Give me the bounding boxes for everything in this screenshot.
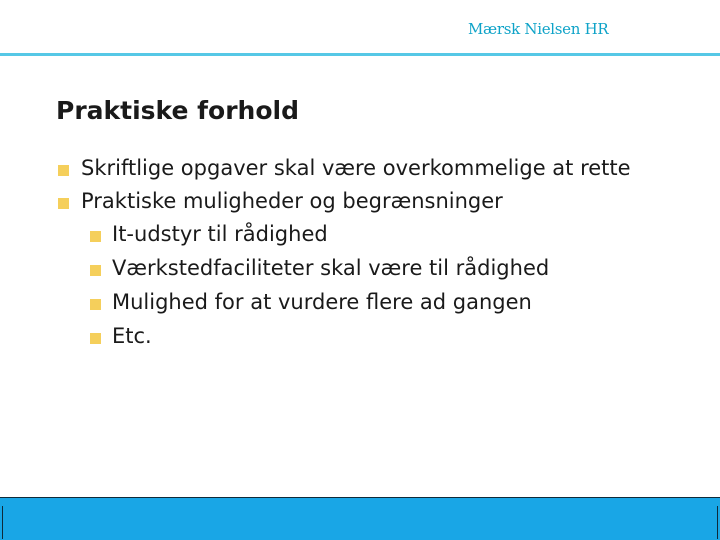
header-divider: [0, 53, 720, 56]
sub-bullet-text: Etc.: [112, 324, 152, 348]
sub-bullet-item: [56, 222, 696, 247]
bullet-text: Praktiske muligheder og begrænsninger: [81, 189, 503, 213]
bullet-square-icon: [90, 265, 101, 276]
sub-bullet-text: It-udstyr til rådighed: [112, 222, 328, 246]
slide-title: Praktiske forhold: [56, 96, 299, 125]
bullet-list: [56, 156, 696, 358]
sub-bullet-text: Værkstedfaciliteter skal være til rådighed: [112, 256, 550, 280]
brand-logo-text: Mærsk Nielsen HR: [468, 20, 609, 38]
footer-bar: [0, 497, 720, 540]
bullet-text: Skriftlige opgaver skal være overkommelige at rette: [81, 156, 631, 180]
bullet-item: [56, 156, 696, 181]
footer-bar-frame: [2, 506, 718, 539]
sub-bullet-item: [56, 324, 696, 349]
bullet-square-icon: [58, 165, 69, 176]
sub-bullet-item: [56, 290, 696, 315]
bullet-square-icon: [90, 333, 101, 344]
bullet-square-icon: [58, 198, 69, 209]
bullet-square-icon: [90, 231, 101, 242]
sub-bullet-item: [56, 256, 696, 281]
bullet-square-icon: [90, 299, 101, 310]
bullet-item: [56, 189, 696, 214]
sub-bullet-text: Mulighed for at vurdere flere ad gangen: [112, 290, 532, 314]
